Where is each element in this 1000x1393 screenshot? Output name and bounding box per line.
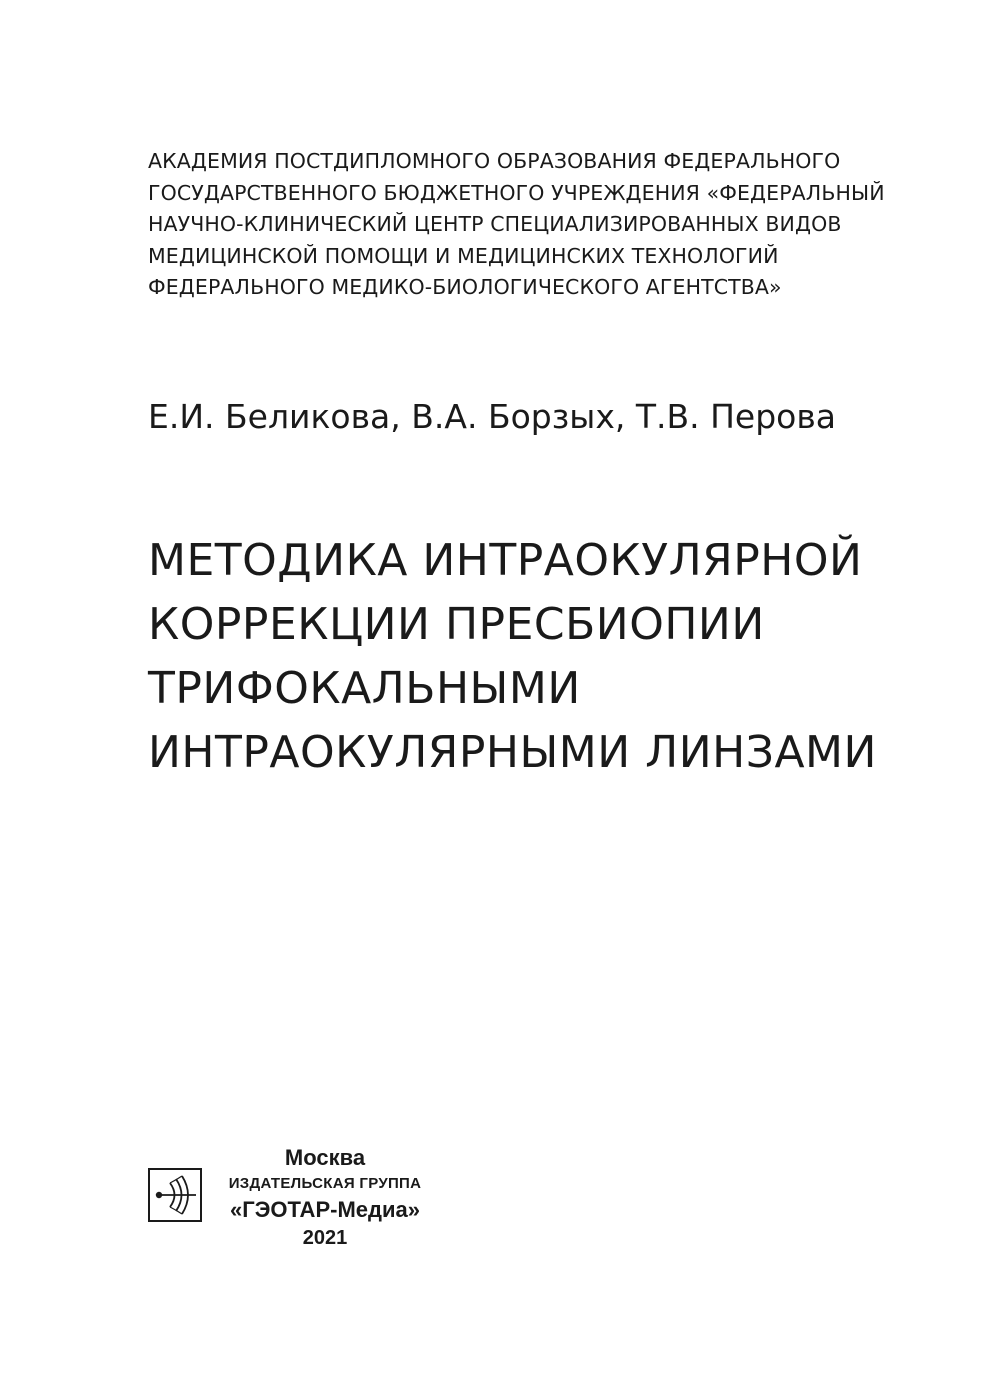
publisher-group: ИЗДАТЕЛЬСКАЯ ГРУППА <box>228 1175 422 1192</box>
publisher-name: «ГЭОТАР-Медиа» <box>230 1197 420 1222</box>
institution-line: МЕДИЦИНСКОЙ ПОМОЩИ И МЕДИЦИНСКИХ ТЕХНОЛОГИЙ <box>148 243 779 268</box>
institution-line: НАУЧНО-КЛИНИЧЕСКИЙ ЦЕНТР СПЕЦИАЛИЗИРОВАННЫХ ВИДОВ <box>148 212 842 236</box>
institution-block <box>148 146 885 304</box>
title-line: КОРРЕКЦИИ ПРЕСБИОПИИ <box>148 599 765 650</box>
institution-line: ГОСУДАРСТВЕННОГО БЮДЖЕТНОГО УЧРЕЖДЕНИЯ «ФЕДЕРАЛЬНЫЙ <box>148 180 885 205</box>
publisher-logo-icon <box>148 1168 202 1222</box>
title-line: МЕТОДИКА ИНТРАОКУЛЯРНОЙ <box>148 535 863 586</box>
institution-line: ФЕДЕРАЛЬНОГО МЕДИКО-БИОЛОГИЧЕСКОГО АГЕНТСТВА» <box>148 275 782 299</box>
authors: Е.И. Беликова, В.А. Борзых, Т.В. Перова <box>148 397 837 436</box>
publication-year: 2021 <box>302 1227 348 1249</box>
institution-line: АКАДЕМИЯ ПОСТДИПЛОМНОГО ОБРАЗОВАНИЯ ФЕДЕРАЛЬНОГО <box>148 149 841 173</box>
publisher-city: Москва <box>284 1145 366 1170</box>
publisher-block <box>148 1144 448 1254</box>
publisher-text <box>210 1144 440 1252</box>
title-line: ТРИФОКАЛЬНЫМИ <box>148 663 581 714</box>
book-title <box>148 529 877 785</box>
title-line: ИНТРАОКУЛЯРНЫМИ ЛИНЗАМИ <box>148 727 877 778</box>
